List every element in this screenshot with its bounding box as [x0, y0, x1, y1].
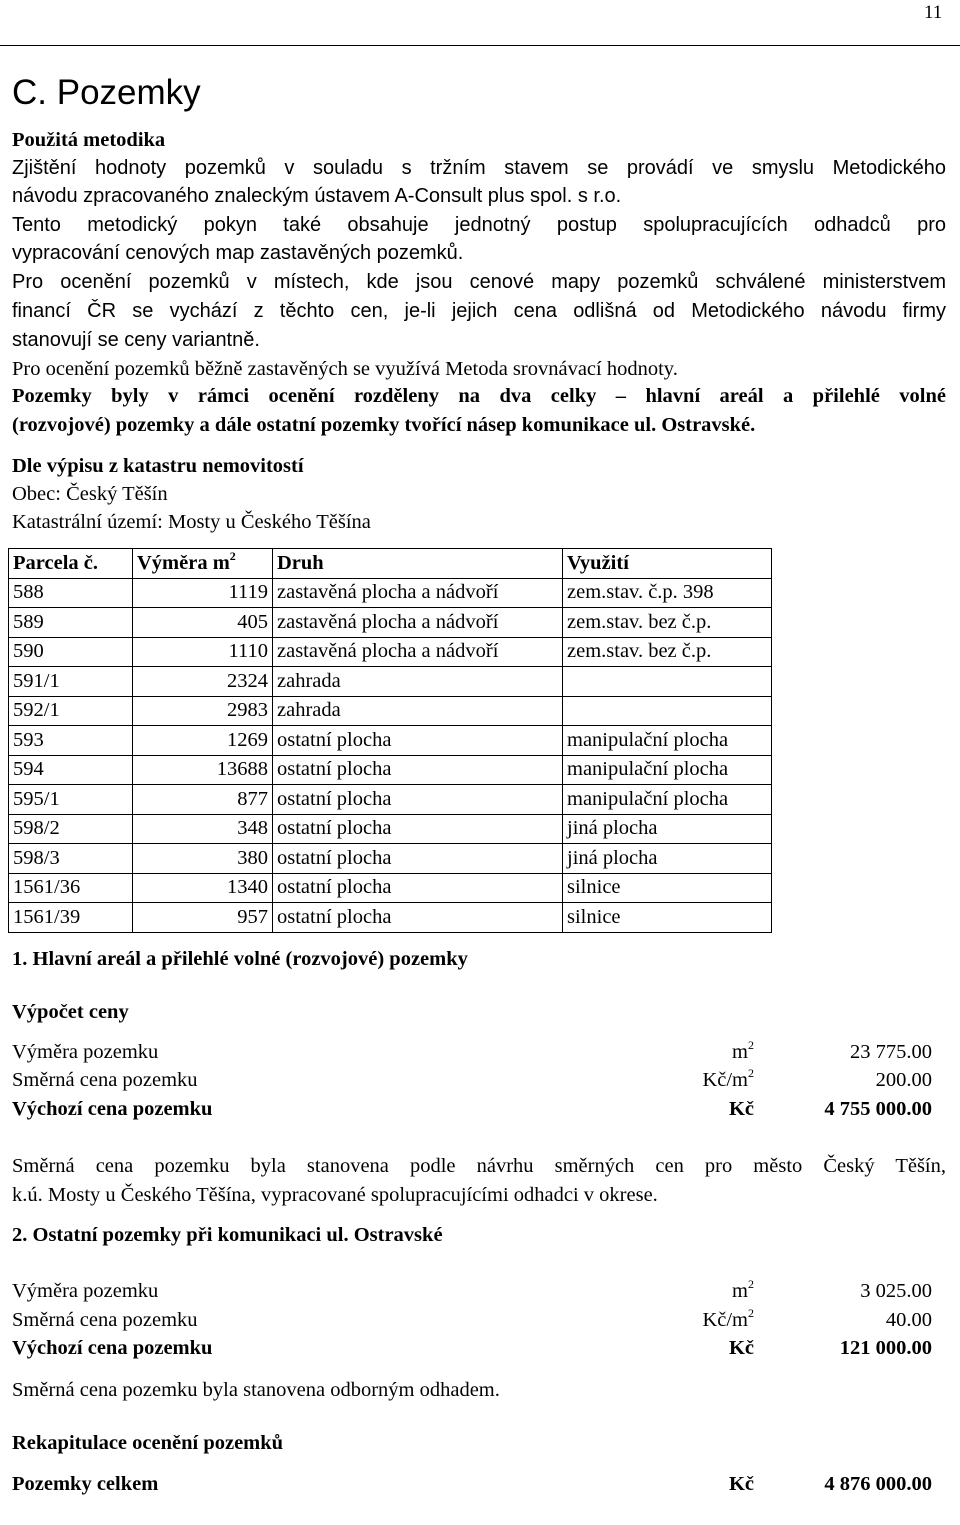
- cell-area: 380: [133, 844, 273, 874]
- methodology-p2-line1: Tento metodický pokyn také obsahuje jednotný postup spolupracujících odhadců pro: [12, 214, 946, 236]
- cell-parcel: 591/1: [9, 667, 133, 697]
- cell-type: ostatní plocha: [273, 785, 563, 815]
- cell-use: zem.stav. bez č.p.: [563, 637, 772, 667]
- table-row: [9, 726, 772, 756]
- cell-area: 1269: [133, 726, 273, 756]
- cell-use: manipulační plocha: [563, 726, 772, 756]
- cell-area: 2983: [133, 696, 273, 726]
- header-area: Výměra $m^2$: [133, 549, 273, 579]
- section2-title: 2. Ostatní pozemky při komunikaci ul. Ostravské: [12, 1224, 443, 1246]
- table-row: [9, 637, 772, 667]
- calc-value: 40.00: [885, 1309, 932, 1331]
- cell-parcel: 594: [9, 755, 133, 785]
- cell-parcel: 1561/36: [9, 873, 133, 903]
- calc-value: 200.00: [875, 1069, 932, 1091]
- calc-label: Směrná cena pozemku: [12, 1309, 198, 1331]
- summary-value: 4 876 000.00: [824, 1473, 932, 1495]
- cell-parcel: 595/1: [9, 785, 133, 815]
- summary-title: Rekapitulace ocenění pozemků: [12, 1432, 284, 1454]
- header-rule: [0, 45, 960, 46]
- header-use: Využití: [563, 549, 772, 579]
- page-number: 11: [924, 2, 943, 23]
- table-row: [9, 755, 772, 785]
- calc-value: 4 755 000.00: [824, 1098, 932, 1120]
- cell-parcel: 1561/39: [9, 903, 133, 933]
- parcels-table: [8, 548, 772, 933]
- cell-type: zahrada: [273, 667, 563, 697]
- section1-title: 1. Hlavní areál a přilehlé volné (rozvojové) pozemky: [12, 948, 468, 970]
- table-header-row: [9, 549, 772, 579]
- section1-calc-title: Výpočet ceny: [12, 1001, 129, 1023]
- table-row: [9, 903, 772, 933]
- cadastre-municipality: Obec: Český Těšín: [12, 483, 168, 505]
- methodology-p3-line2: financí ČR se vychází z těchto cen, je-li jejich cena odlišná od Metodického návodu firmy: [12, 300, 946, 322]
- cell-parcel: 598/3: [9, 844, 133, 874]
- header-parcel: Parcela č.: [9, 549, 133, 579]
- cadastre-territory: Katastrální území: Mosty u Českého Těšína: [12, 511, 371, 533]
- table-row: [9, 844, 772, 874]
- methodology-p4: Pro ocenění pozemků běžně zastavěných se využívá Metoda srovnávací hodnoty.: [12, 358, 678, 380]
- cell-parcel: 590: [9, 637, 133, 667]
- methodology-title: Použitá metodika: [12, 129, 166, 151]
- header-type: Druh: [273, 549, 563, 579]
- methodology-p1-line1: Zjištění hodnoty pozemků v souladu s tržním stavem se provádí ve smyslu Metodického: [12, 157, 946, 179]
- methodology-p3-line1: Pro ocenění pozemků v místech, kde jsou cenové mapy pozemků schválené ministerstvem: [12, 271, 946, 293]
- cell-use: zem.stav. bez č.p.: [563, 608, 772, 638]
- summary-label: Pozemky celkem: [12, 1473, 159, 1495]
- page-title: C. Pozemky: [12, 73, 201, 112]
- calc-label: Výměra pozemku: [12, 1280, 159, 1302]
- cell-type: zastavěná plocha a nádvoří: [273, 637, 563, 667]
- calc-unit: Kč: [728, 1337, 754, 1359]
- methodology-p5-line1: Pozemky byly v rámci ocenění rozděleny na dva celky – hlavní areál a přilehlé volné: [12, 385, 946, 407]
- cell-use: silnice: [563, 873, 772, 903]
- calc-label: Výměra pozemku: [12, 1041, 159, 1063]
- calc-label: Výchozí cena pozemku: [12, 1098, 213, 1120]
- calc-unit: Kč: [728, 1098, 754, 1120]
- cell-type: zastavěná plocha a nádvoří: [273, 578, 563, 608]
- calc-label: Směrná cena pozemku: [12, 1069, 198, 1091]
- cell-type: zastavěná plocha a nádvoří: [273, 608, 563, 638]
- calc-unit: $m^2$: [732, 1277, 754, 1302]
- cell-parcel: 589: [9, 608, 133, 638]
- methodology-p3-line3: stanovují se ceny variantně.: [12, 329, 260, 351]
- calc-unit-sup: 2: [748, 1306, 754, 1320]
- table-row: [9, 873, 772, 903]
- methodology-p5-line2: (rozvojové) pozemky a dále ostatní pozemky tvořící násep komunikace ul. Ostravské.: [12, 414, 756, 436]
- cell-use: manipulační plocha: [563, 785, 772, 815]
- cell-parcel: 593: [9, 726, 133, 756]
- cell-type: zahrada: [273, 696, 563, 726]
- cell-type: ostatní plocha: [273, 814, 563, 844]
- cell-use: [563, 696, 772, 726]
- cell-use: zem.stav. č.p. 398: [563, 578, 772, 608]
- methodology-p2-line2: vypracování cenových map zastavěných pozemků.: [12, 242, 464, 264]
- cadastre-title: Dle výpisu z katastru nemovitostí: [12, 455, 304, 477]
- calc-value: 23 775.00: [850, 1041, 932, 1063]
- cell-area: 348: [133, 814, 273, 844]
- table-row: [9, 608, 772, 638]
- section2-note: Směrná cena pozemku byla stanovena odborným odhadem.: [12, 1379, 500, 1401]
- cell-use: [563, 667, 772, 697]
- summary-unit: Kč: [728, 1473, 754, 1495]
- methodology-p1-line2: návodu zpracovaného znaleckým ústavem A-Consult plus spol. s r.o.: [12, 185, 622, 207]
- cell-type: ostatní plocha: [273, 755, 563, 785]
- calc-value: 3 025.00: [860, 1280, 932, 1302]
- section1-note-line2: k.ú. Mosty u Českého Těšína, vypracované spolupracujícími odhadci v okrese.: [12, 1184, 658, 1206]
- header-area-sup: 2: [229, 548, 236, 563]
- table-row: [9, 814, 772, 844]
- cell-parcel: 588: [9, 578, 133, 608]
- cell-area: 1110: [133, 637, 273, 667]
- section1-note-line1: Směrná cena pozemku byla stanovena podle návrhu směrných cen pro město Český Těšín,: [12, 1155, 946, 1177]
- cell-parcel: 598/2: [9, 814, 133, 844]
- cell-use: manipulační plocha: [563, 755, 772, 785]
- calc-unit-sup: 2: [748, 1038, 754, 1052]
- cell-area: 405: [133, 608, 273, 638]
- cell-area: 877: [133, 785, 273, 815]
- calc-label: Výchozí cena pozemku: [12, 1337, 213, 1359]
- cell-type: ostatní plocha: [273, 844, 563, 874]
- cell-area: 957: [133, 903, 273, 933]
- calc-unit: $Kč/m^2$: [702, 1306, 754, 1331]
- calc-unit-sup: 2: [748, 1277, 754, 1291]
- table-row: [9, 696, 772, 726]
- calc-value: 121 000.00: [839, 1337, 932, 1359]
- cell-type: ostatní plocha: [273, 726, 563, 756]
- cell-area: 13688: [133, 755, 273, 785]
- table-row: [9, 578, 772, 608]
- calc-unit: $Kč/m^2$: [702, 1066, 754, 1091]
- cell-use: jiná plocha: [563, 814, 772, 844]
- cell-parcel: 592/1: [9, 696, 133, 726]
- table-row: [9, 667, 772, 697]
- cell-use: silnice: [563, 903, 772, 933]
- cell-use: jiná plocha: [563, 844, 772, 874]
- cell-area: 2324: [133, 667, 273, 697]
- cell-area: 1119: [133, 578, 273, 608]
- table-row: [9, 785, 772, 815]
- calc-unit: $m^2$: [732, 1038, 754, 1063]
- cell-type: ostatní plocha: [273, 873, 563, 903]
- calc-unit-sup: 2: [748, 1066, 754, 1080]
- cell-type: ostatní plocha: [273, 903, 563, 933]
- cell-area: 1340: [133, 873, 273, 903]
